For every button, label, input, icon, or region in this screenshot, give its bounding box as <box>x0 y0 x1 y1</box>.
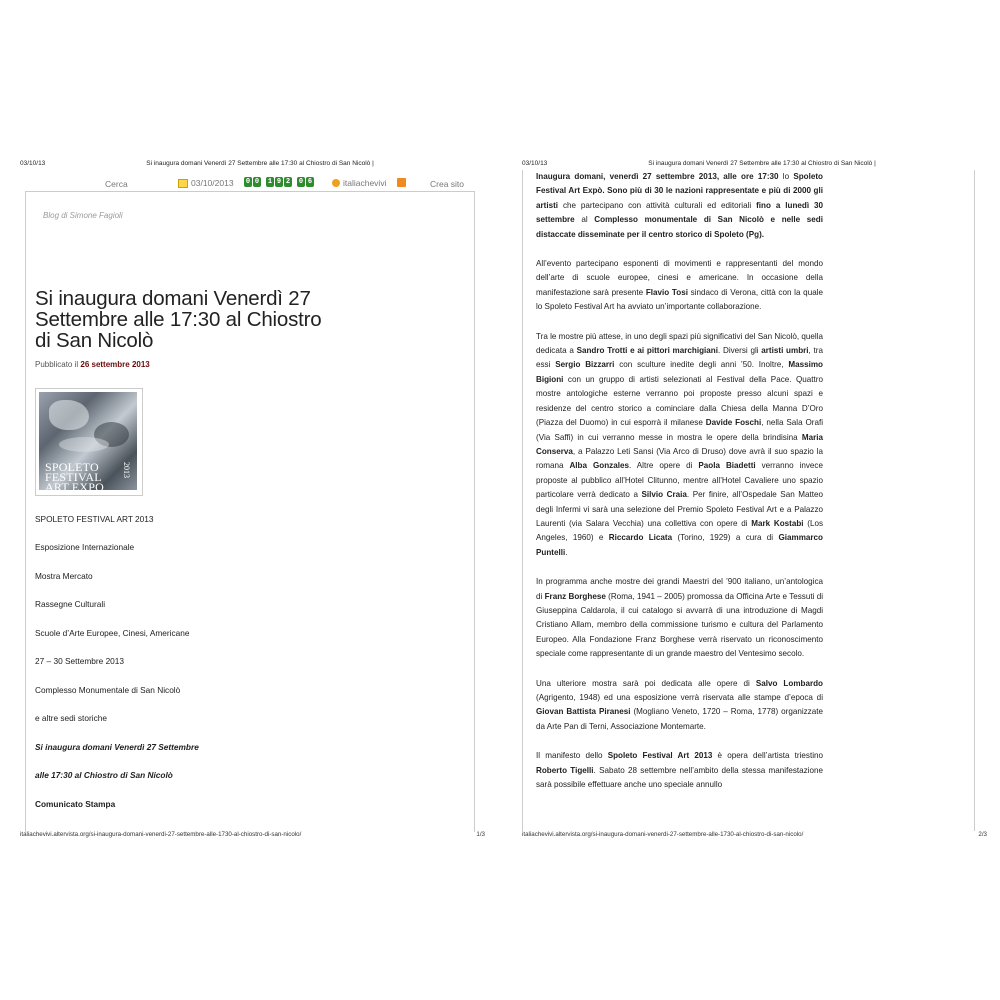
print-footer <box>20 831 500 843</box>
search-link[interactable]: Cerca <box>105 179 128 189</box>
paragraph: Il manifesto dello Spoleto Festival Art 2013 è opera dell’artista triestino Roberto Tigelli. Sabato 28 settembre nell’ambito della stessa manifestazione sarà possibile effettuare anche uno speciale annullo <box>536 751 823 790</box>
post-line: e altre sedi storiche <box>35 713 107 723</box>
counter-digit: 0 <box>254 178 260 186</box>
paragraph: Inaugura domani, venerdì 27 settembre 2013, alle ore 17:30 lo Spoleto Festival Art Expò. Sono più di 30 le nazioni rappresentate e più di 2000 gli artisti che partecipano con attività culturali ed editoriali fino a lunedì 30 settembre al Complesso monumentale di San Nicolò e nelle sedi distaccate disseminate per il centro storico di Spoleto (Pg). <box>536 172 823 239</box>
site-brand-link[interactable] <box>332 178 386 188</box>
published-date[interactable]: 26 settembre 2013 <box>80 360 150 369</box>
poster-logo: SPOLETO FESTIVAL ART EXPO <box>45 460 104 490</box>
press-release-heading: Comunicato Stampa <box>35 799 116 809</box>
print-date: 03/10/13 <box>522 160 548 167</box>
print-title: Si inaugura domani Venerdì 27 Settembre alle 17:30 al Chiostro di San Nicolò | <box>648 160 876 167</box>
print-header <box>522 158 1000 170</box>
post-frame <box>25 191 475 832</box>
post-frame <box>522 170 975 831</box>
calendar-icon <box>178 179 188 188</box>
paragraph: All’evento partecipano esponenti di movimenti e rappresentanti del mondo dell’arte di scuole europee, cinesi e americane. In occasione della manifestazione sarà presente Flavio Tosi sindaco di Verona, città con la quale lo Spoleto Festival Art ha avviato un’importante collaborazione. <box>536 259 823 312</box>
print-header <box>20 158 500 170</box>
print-page-2 <box>522 158 1000 843</box>
print-date: 03/10/13 <box>20 160 46 167</box>
post-line: 27 – 30 Settembre 2013 <box>35 656 125 666</box>
print-url: italiachevivi.altervista.org/si-inaugura-domani-venerdi-27-settembre-alle-1730-al-chiostro-di-san-nicolo/ <box>20 831 302 838</box>
visit-counter <box>244 177 314 187</box>
blog-subtitle[interactable]: Blog di Simone Fagioli <box>43 211 123 220</box>
post-line: alle 17:30 al Chiostro di San Nicolò <box>35 770 173 780</box>
paragraph: Una ulteriore mostra sarà poi dedicata alle opere di Salvo Lombardo (Agrigento, 1948) ed una esposizione verrà riservata alle stampe d’epoca di Giovan Battista Piranesi (Mogliano Veneto, 1720 – Roma, 1778) organizzate da Arte Pan di Terni, Associazione Montemarte. <box>536 678 823 731</box>
post-line: Rassegne Culturali <box>35 599 106 609</box>
counter-digit: 6 <box>307 178 313 186</box>
print-page-1 <box>20 158 500 843</box>
altervista-logo-icon <box>332 179 340 187</box>
post-line: Complesso Monumentale di San Nicolò <box>35 685 181 695</box>
post-published <box>35 360 150 369</box>
post-line: Si inaugura domani Venerdì 27 Settembre <box>35 742 199 752</box>
poster-year: 2013 <box>122 462 131 478</box>
post-title[interactable]: Si inaugura domani Venerdì 27 Settembre alle 17:30 al Chiostro di San Nicolò <box>35 287 322 352</box>
post-line: Mostra Mercato <box>35 571 93 581</box>
site-name: italiachevivi <box>343 178 387 188</box>
post-line: Esposizione Internazionale <box>35 542 135 552</box>
counter-digit: 2 <box>285 178 291 186</box>
paragraph: In programma anche mostre dei grandi Maestri del ’900 italiano, un’antologica di Franz Borghese (Roma, 1941 – 2005) promossa da Officina Arte e Tessuti di Giuseppina Caldarola, il cui catalogo si avvarrà di una introduzione di Magdi Cristiano Allam, membro della commissione turismo e cultura del Parlamento Europeo. Alla Fondazione Franz Borghese verrà riservato un riconoscimento speciale come rappresentante di un grande maestro del Ventesimo secolo. <box>536 577 823 659</box>
post-line: SPOLETO FESTIVAL ART 2013 <box>35 514 154 524</box>
print-url: italiachevivi.altervista.org/si-inaugura-domani-venerdi-27-settembre-alle-1730-al-chiostro-di-san-nicolo/ <box>522 831 804 838</box>
counter-digit: 1 <box>267 178 273 186</box>
spoleto-poster-image <box>39 392 137 490</box>
toolbar-date <box>178 178 234 188</box>
post-body <box>536 170 823 807</box>
published-prefix: Pubblicato il <box>35 360 79 369</box>
toolbar-date-text: 03/10/2013 <box>191 178 234 188</box>
counter-digit: 9 <box>276 178 282 186</box>
print-page-number: 2/3 <box>978 831 987 838</box>
counter-digit: 0 <box>298 178 304 186</box>
paragraph: Tra le mostre più attese, in uno degli spazi più significativi del San Nicolò, quella dedicata a Sandro Trotti e ai pittori marchigiani. Diversi gli artisti umbri, tra essi Sergio Bizzarri con sculture inedite degli anni ’50. Inoltre, Massimo Bigioni con un gruppo di artisti selezionati al Festival della Pace. Quattro mostre antologiche esterne verranno poi proposte presso alcuni spazi e residenze del centro storico a cominciare dalla Chiesa della Manna D’Oro (Piazza del Duomo) in cui esporrà il milanese Davide Foschi, nella Sala Orafi (Via Saffi) in cui verranno messe in mostra le opere della brindisina Maria Conserva, a Palazzo Leti Sansi (Via Arco di Druso) dove avrà il suo spazio la romana Alba Gonzales. Altre opere di Paola Biadetti verranno invece proposte al pubblico all’Hotel Clitunno, mentre all’Hotel Cavaliere uno spazio particolare verrà dedicato a Silvio Craia. Per finire, all’Ospedale San Matteo degli Infermi vi sarà una selezione del Premio Spoleto Festival Art e a Palazzo Laurenti (via Salara Vecchia) una collettiva con opere di Mark Kostabi (Los Angeles, 1960) e Riccardo Licata (Torino, 1929) a cura di Giammarco Puntelli. <box>536 331 823 557</box>
create-site-link[interactable]: Crea sito <box>430 179 465 189</box>
print-footer <box>522 831 1000 843</box>
print-title: Si inaugura domani Venerdì 27 Settembre alle 17:30 al Chiostro di San Nicolò | <box>146 160 374 167</box>
rss-icon[interactable] <box>397 178 406 187</box>
print-page-number: 1/3 <box>476 831 485 838</box>
blog-toolbar <box>20 177 490 191</box>
counter-digit: 0 <box>245 178 251 186</box>
post-line: Scuole d’Arte Europee, Cinesi, Americane <box>35 628 190 638</box>
post-thumbnail[interactable] <box>35 388 143 496</box>
